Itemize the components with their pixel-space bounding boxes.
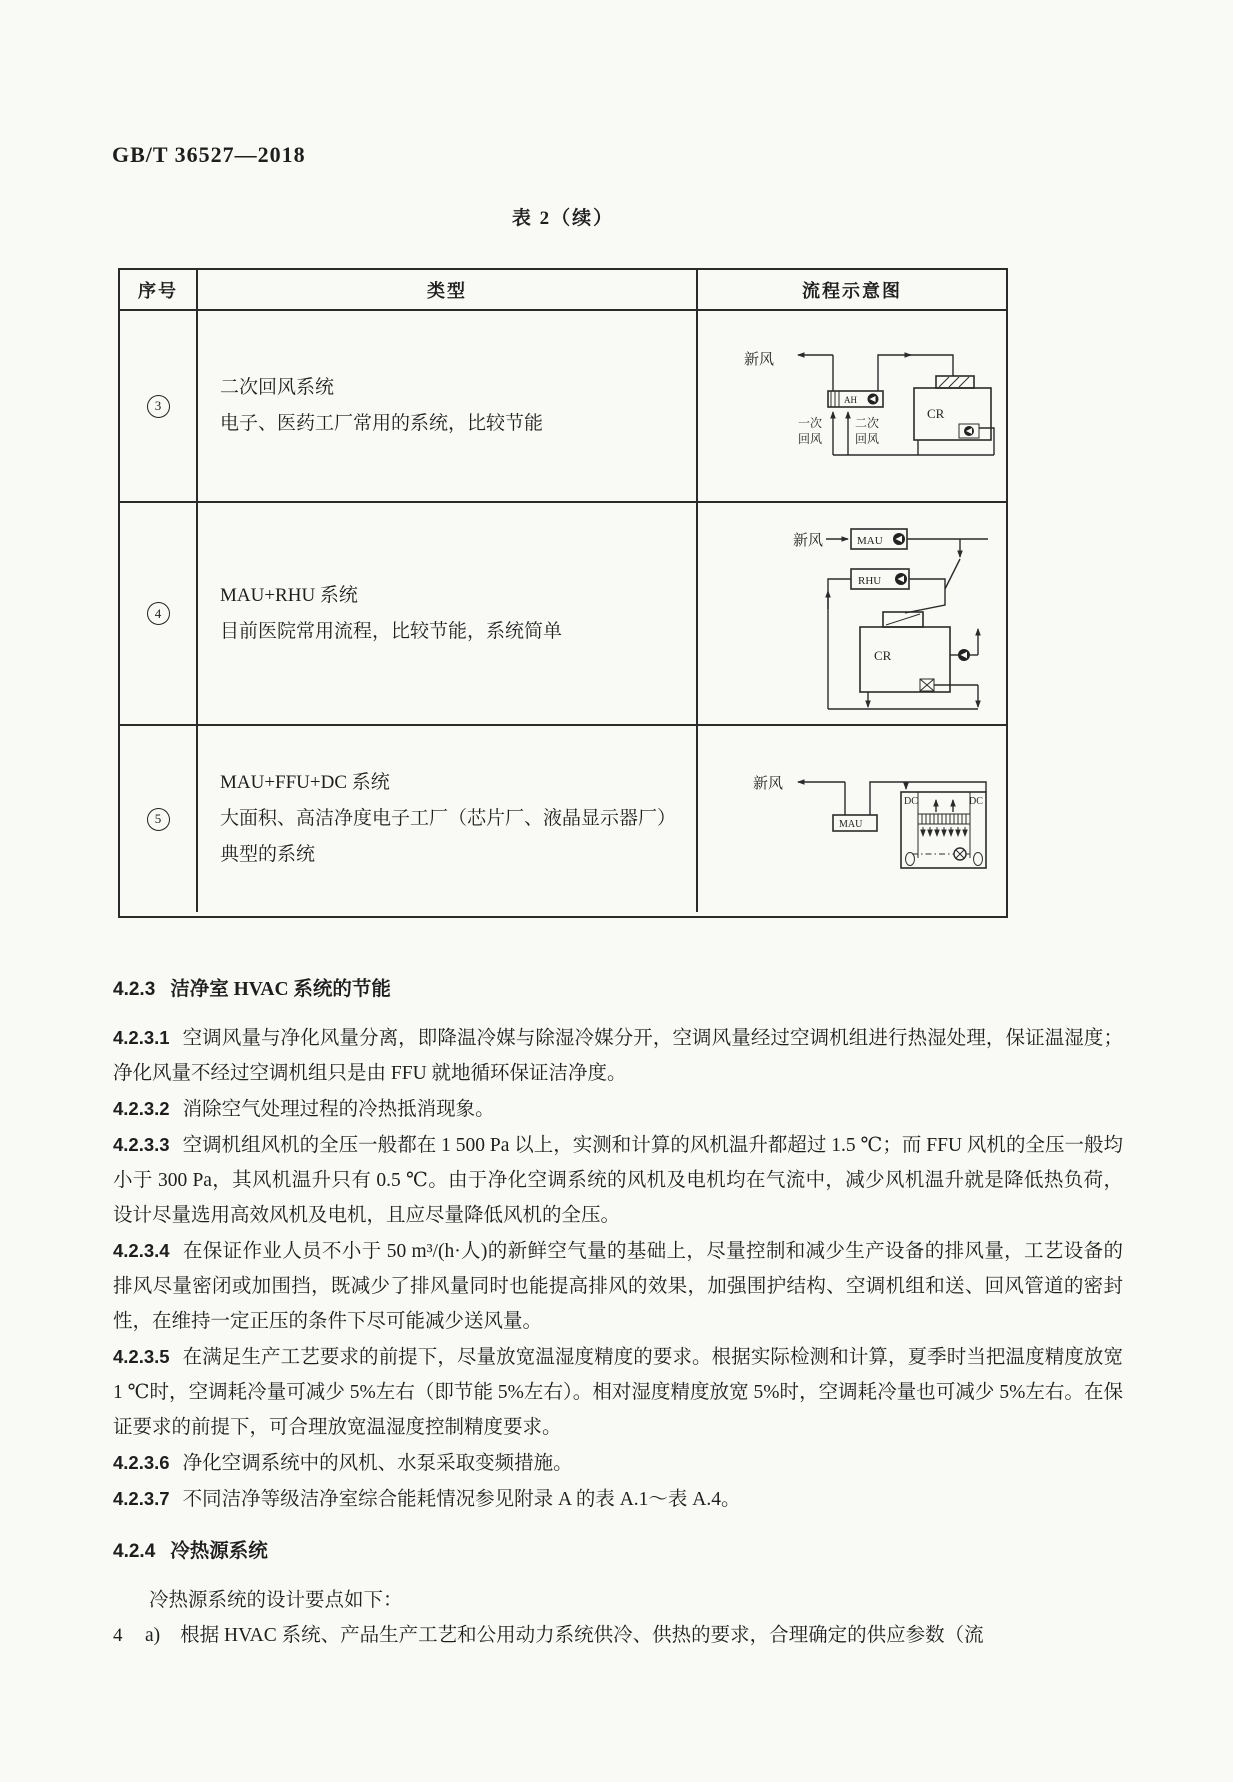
clause-number: 4.2.3.4 [113, 1240, 170, 1261]
fresh-air-label: 新风 [753, 776, 784, 792]
section-number: 4.2.4 [113, 1541, 156, 1562]
rhu-label: RHU [858, 575, 882, 587]
return-fan-icon [959, 424, 979, 438]
page-number: 4 [113, 1625, 123, 1646]
circled-number: 4 [147, 602, 170, 625]
supply-line [878, 355, 911, 391]
clause-text: 在满足生产工艺要求的前提下，尽量放宽温湿度精度的要求。根据实际检测和计算，夏季时当把温度精度放宽 1 ℃时，空调耗冷量可减少 5%左右（即节能 5%左右）。相对湿度精度放宽 5%时，空调耗冷量也可减少 5%左右。在保证要求的前提下，可合理放宽温湿度控制精度要求。 [113, 1347, 1123, 1438]
list-item-a [113, 1618, 1123, 1653]
left-return-opening [906, 853, 915, 866]
body-text [113, 972, 1123, 1653]
mau-branch-diagonal [945, 559, 960, 589]
ffu-row-icon [918, 814, 970, 824]
row-type-cell [198, 726, 698, 912]
clause-number: 4.2.3.1 [113, 1027, 170, 1048]
section-title: 洁净室 HVAC 系统的节能 [170, 979, 391, 1000]
rhu-outlet-line [905, 579, 945, 613]
fan-icon [895, 573, 907, 585]
section-heading-4-2-3 [113, 972, 1123, 1007]
row-number-cell [120, 726, 198, 912]
right-return-opening [974, 853, 983, 866]
mau-unit [833, 815, 877, 831]
circled-number: 5 [147, 808, 170, 831]
left-return-to-rhu [828, 579, 851, 591]
primary-return-label-2: 回风 [798, 432, 823, 446]
clause-4-2-3-3 [113, 1127, 1123, 1233]
type-line-2: 电子、医药工厂常用的系统，比较节能 [220, 413, 544, 434]
filter-icon [883, 612, 923, 627]
rhu-unit [851, 569, 909, 589]
type-line-2: 大面积、高洁净度电子工厂（芯片厂、液晶显示器厂）典型的系统 [220, 808, 677, 865]
table-row [120, 501, 1006, 724]
row-type-cell [198, 311, 698, 501]
fan-icon [893, 533, 905, 545]
list-text: 根据 HVAC 系统、产品生产工艺和公用动力系统供冷、供热的要求，合理确定的供应参数（流 [180, 1625, 984, 1646]
standard-number: GB/T 36527—2018 [112, 142, 306, 167]
type-line-1: 二次回风系统 [220, 377, 335, 398]
intro-paragraph [113, 1583, 1123, 1618]
dc-right-label: DC [969, 796, 983, 807]
cleanroom-box [901, 792, 986, 868]
table-header-row [120, 270, 1006, 311]
table-title: 表 2（续） [511, 208, 615, 229]
header-col-type: 类型 [198, 270, 698, 309]
diagram-mau-ffu-dc-system [708, 740, 1004, 900]
clause-text: 消除空气处理过程的冷热抵消现象。 [182, 1099, 495, 1120]
clause-text: 空调机组风机的全压一般都在 1 500 Pa 以上，实测和计算的风机温升都超过 1.5 ℃；而 FFU 风机的全压一般均小于 300 Pa，其风机温升只有 0.5 ℃。由于净化空调系统的风机及电机均在气流中，减少风机温升就是降低热负荷，设计尽量选用高效风机及电机，且应尽量降低风机的全压。 [113, 1135, 1123, 1226]
recirculation-fan-icon [954, 848, 966, 860]
clause-4-2-3-7 [113, 1481, 1123, 1517]
clause-4-2-3-4 [113, 1233, 1123, 1339]
mau-label: MAU [857, 535, 883, 547]
dc-left-label: DC [904, 796, 918, 807]
fan-icon [868, 394, 879, 405]
mau-label: MAU [839, 819, 863, 830]
filter-icon [936, 376, 974, 388]
clause-4-2-3-2 [113, 1091, 1123, 1127]
clause-number: 4.2.3.2 [113, 1098, 170, 1119]
section-number: 4.2.3 [113, 979, 156, 1000]
section-heading-4-2-4 [113, 1534, 1123, 1569]
cleanroom-label: CR [874, 648, 892, 663]
clause-text: 不同洁净等级洁净室综合能耗情况参见附录 A 的表 A.1～表 A.4。 [182, 1489, 741, 1510]
cleanroom-box [860, 627, 950, 692]
header-col-number: 序号 [120, 270, 198, 309]
ahu-unit [828, 391, 883, 407]
clause-4-2-3-1 [113, 1020, 1123, 1091]
secondary-return-label-1: 二次 [855, 416, 880, 430]
row-number-cell [120, 311, 198, 501]
ffu-discharge-arrows [923, 827, 965, 836]
fresh-air-label: 新风 [744, 352, 775, 368]
cleanroom-box [914, 388, 991, 440]
header-col-diagram: 流程示意图 [802, 280, 902, 301]
list-marker: a) [145, 1625, 161, 1646]
clause-text: 净化空调系统中的风机、水泵采取变频措施。 [182, 1453, 573, 1474]
section-title: 冷热源系统 [170, 1541, 268, 1562]
primary-return-label-1: 一次 [798, 416, 823, 430]
row-diagram-cell [698, 503, 1006, 724]
clause-number: 4.2.3.6 [113, 1452, 170, 1473]
clause-text: 在保证作业人员不小于 50 m³/(h·人)的新鲜空气量的基础上，尽量控制和减少生产设备的排风量，工艺设备的排风尽量密闭或加围挡，既减少了排风量同时也能提高排风的效果，加强围护结构、空调机组和送、回风管道的密封性，在维持一定正压的条件下尽可能减少送风量。 [113, 1241, 1123, 1332]
clause-number: 4.2.3.5 [113, 1346, 170, 1367]
clause-text: 空调风量与净化风量分离，即降温冷媒与除湿冷媒分开，空调风量经过空调机组进行热湿处理，保证温湿度；净化风量不经过空调机组只是由 FFU 就地循环保证洁净度。 [113, 1028, 1123, 1084]
mau-unit [851, 529, 907, 549]
exhaust-fan-icon [958, 649, 970, 661]
table-row [120, 724, 1006, 912]
table-2-continued [118, 268, 1008, 918]
row-type-cell [198, 503, 698, 724]
fresh-air-label: 新风 [793, 533, 824, 549]
circled-number: 3 [147, 395, 170, 418]
table-row [120, 311, 1006, 501]
supply-line-2 [909, 355, 953, 376]
clause-number: 4.2.3.3 [113, 1134, 170, 1155]
paragraph-text: 冷热源系统的设计要点如下： [149, 1590, 403, 1611]
clause-4-2-3-5 [113, 1339, 1123, 1445]
ahu-label: AH [844, 395, 857, 405]
diagram-mau-rhu-system [708, 513, 1004, 724]
type-line-1: MAU+FFU+DC 系统 [220, 772, 390, 793]
row-diagram-cell [698, 311, 1006, 501]
type-line-1: MAU+RHU 系统 [220, 584, 358, 606]
cleanroom-label: CR [927, 406, 945, 421]
clause-4-2-3-6 [113, 1445, 1123, 1481]
row-number-cell [120, 503, 198, 724]
diagram-secondary-return-air-system [706, 317, 1006, 497]
row-diagram-cell [698, 726, 1006, 912]
type-line-2: 目前医院常用流程，比较节能，系统简单 [220, 620, 563, 642]
damper-icon [920, 679, 934, 691]
clause-number: 4.2.3.7 [113, 1488, 170, 1509]
secondary-return-label-2: 回风 [855, 432, 880, 446]
